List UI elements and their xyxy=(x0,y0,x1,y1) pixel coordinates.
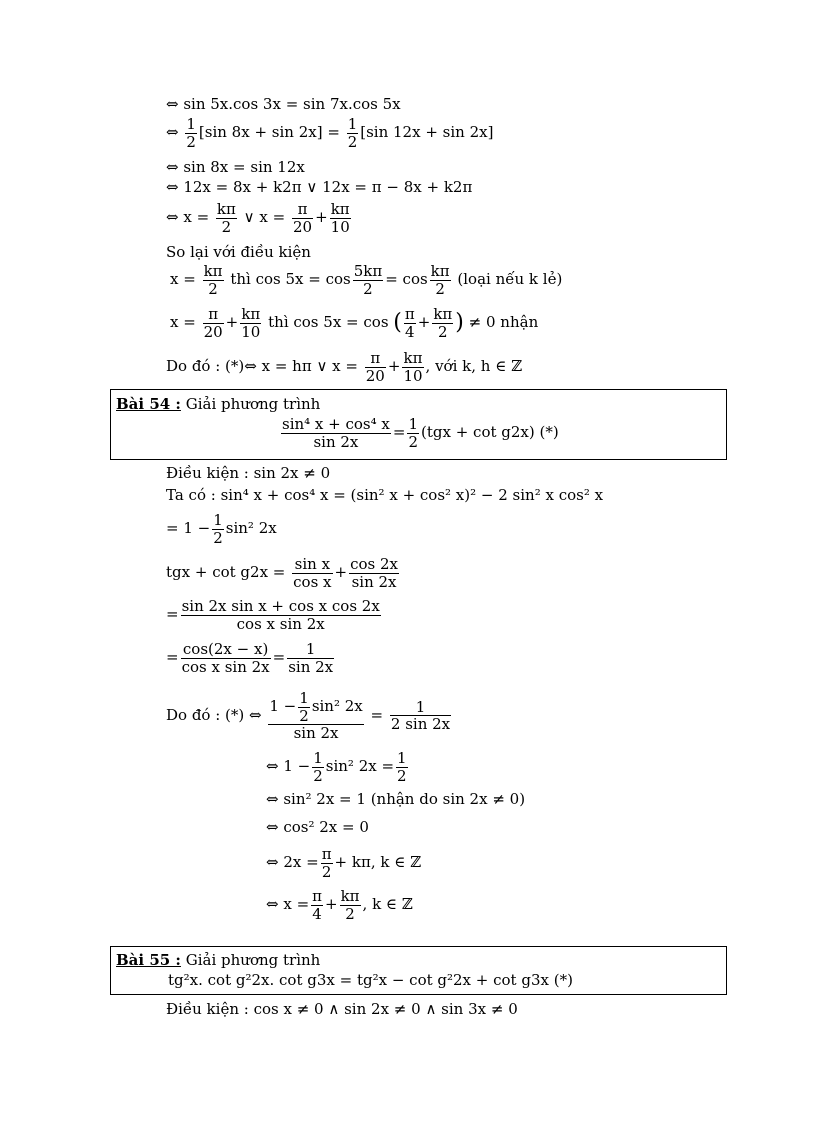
eq-line-6: So lại với điều kiện xyxy=(166,243,311,261)
eq-line-8: x = $\frac{\pi}{20}$ + $\frac{k\pi}{10}$ thì cos 5x = cos ( $\frac{\pi}{4}$ + $\frac{k\pi}{2}$ ) ≠ 0 nhận xyxy=(170,305,539,341)
eq-line-9: Do đó : (*)⇔ x = hπ ∨ x = $\frac{\pi}{20}$ + $\frac{k\pi}{10}$ , với k, h ∈ ℤ xyxy=(166,349,523,385)
sol54-s1: ⇔ 1 − $\frac{1}{2}$ sin² 2x = $\frac{1}{2}$ xyxy=(266,749,407,785)
sol54-dodo: Do đó : (*) ⇔ 1 − $\frac{1}{2}$ sin² 2x sin 2x = $\frac{1}{2 \sin 2x}$ xyxy=(166,689,451,742)
sol54-s4: ⇔ 2x = $\frac{\pi}{2}$ + kπ, k ∈ ℤ xyxy=(266,845,422,881)
sol54-s5: ⇔ x = $\frac{\pi}{4}$ + $\frac{k\pi}{2}$ , k ∈ ℤ xyxy=(266,887,413,923)
eq-line-5: ⇔ x = $\frac{k\pi}{2}$ ∨ x = $\frac{\pi}{20}$ + $\frac{k\pi}{10}$ xyxy=(166,200,350,236)
sol54-s2: ⇔ sin² 2x = 1 (nhận do sin 2x ≠ 0) xyxy=(266,790,526,808)
problem-55-title: Bài 55 : Giải phương trình xyxy=(116,951,321,969)
sol54-condition: Điều kiện : sin 2x ≠ 0 xyxy=(166,464,331,482)
eq-line-2: ⇔ $\frac{1}{2}$ [sin 8x + sin 2x] = $\frac{1}{2}$ [sin 12x + sin 2x] xyxy=(166,115,494,151)
sol54-taco: Ta có : sin⁴ x + cos⁴ x = (sin² x + cos² x)² − 2 sin² x cos² x xyxy=(166,486,604,504)
sol54-r4: = $\frac{\cos(2x - x)}{\text{cos x sin 2x}}$ = $\frac{1}{\sin 2x}$ xyxy=(166,640,334,676)
problem-54-title: Bài 54 : Giải phương trình xyxy=(116,395,321,413)
eq-line-3: ⇔ sin 8x = sin 12x xyxy=(166,158,305,176)
sol54-r2: tgx + cot g2x = $\frac{\text{sin x}}{\text{cos x}}$ + $\frac{\cos 2x}{\sin 2x}$ xyxy=(166,555,398,591)
sol54-r1: = 1 − $\frac{1}{2}$ sin² 2x xyxy=(166,511,277,547)
problem-55-equation: tg²x. cot g²2x. cot g3x = tg²x − cot g²2x + cot g3x (*) xyxy=(168,971,573,989)
problem-54-equation: $\frac{\text{sin⁴ x + cos⁴ x}}{\sin 2x}$ = $\frac{1}{2}$ (tgx + cot g2x) (*) xyxy=(282,415,559,451)
sol54-r3: = $\frac{\text{sin 2x sin x + cos x cos 2x}}{\text{cos x sin 2x}}$ xyxy=(166,597,380,633)
eq-line-4: ⇔ 12x = 8x + k2π ∨ 12x = π − 8x + k2π xyxy=(166,178,473,196)
eq-line-7: x = $\frac{k\pi}{2}$ thì cos 5x = cos $\frac{5k\pi}{2}$ = cos $\frac{k\pi}{2}$ (loại nếu k lẻ) xyxy=(170,262,563,298)
eq-line-1: ⇔ sin 5x.cos 3x = sin 7x.cos 5x xyxy=(166,95,401,113)
sol55-condition: Điều kiện : cos x ≠ 0 ∧ sin 2x ≠ 0 ∧ sin 3x ≠ 0 xyxy=(166,1000,518,1018)
sol54-s3: ⇔ cos² 2x = 0 xyxy=(266,818,369,836)
